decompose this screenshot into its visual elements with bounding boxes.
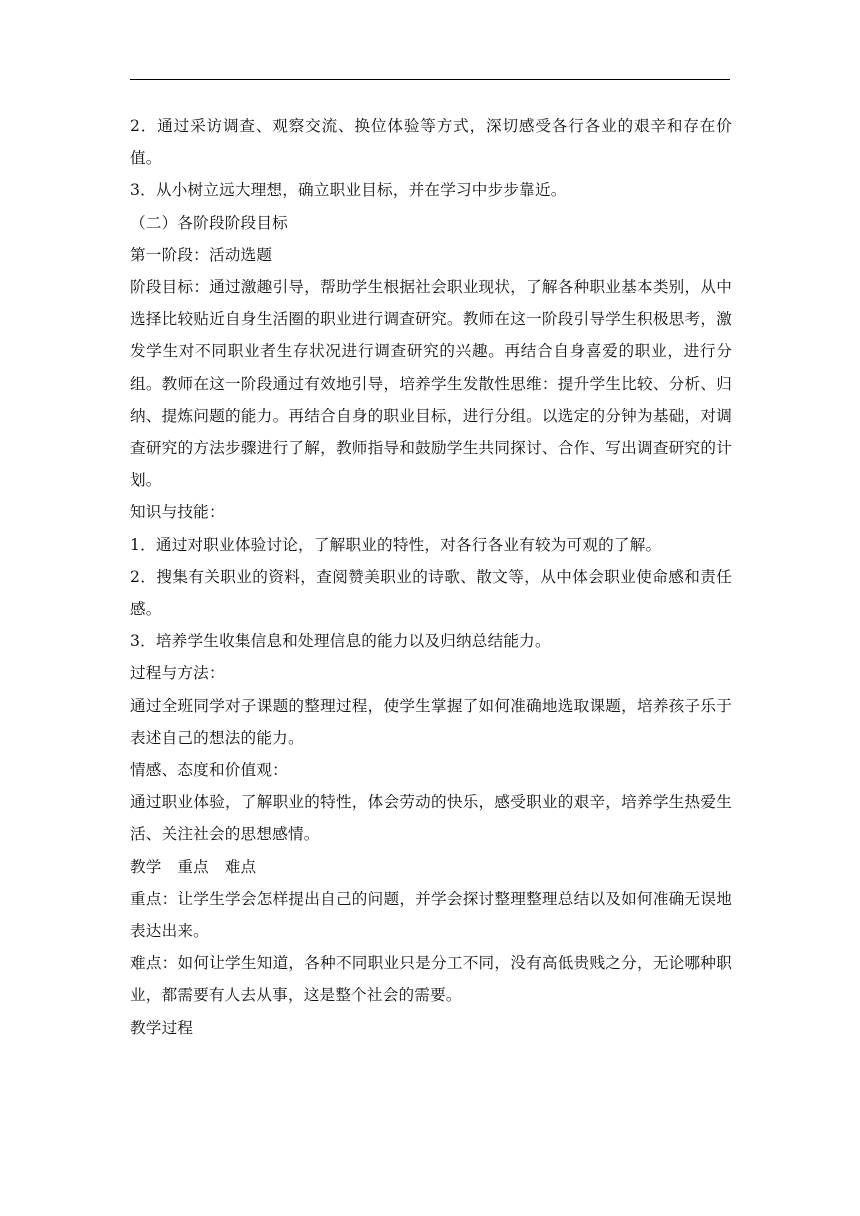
section-heading-stage-goals: （二）各阶段阶段目标 [130,213,288,232]
knowledge-item-3: 3．培养学生收集信息和处理信息的能力以及归纳总结能力。 [130,632,551,651]
paragraph-goal-2: 2．通过采访调查、观察交流、换位体验等方式，深切感受各行各业的艰辛和存在价值。 [130,117,732,168]
attitude-values-paragraph: 通过职业体验，了解职业的特性，体会劳动的快乐，感受职业的艰辛，培养学生热爱生活、关注社会的思想感情。 [130,793,732,844]
key-difficult-points-heading: 教学 重点 难点 [130,857,257,876]
difficult-point-paragraph: 难点：如何让学生知道，各种不同职业只是分工不同，没有高低贵贱之分，无论哪种职业，都需要有人去从事，这是整个社会的需要。 [130,954,732,1005]
stage-one-goal-paragraph: 阶段目标：通过激趣引导，帮助学生根据社会职业现状，了解各种职业基本类别，从中选择比较贴近自身生活圈的职业进行调查研究。教师在这一阶段引导学生积极思考，激发学生对不同职业者生存状况进行调查研究的兴趣。再结合自身喜爱的职业，进行分组。教师在这一阶段通过有效地引导，培养学生发散性思维：提升学生比较、分析、归纳、提炼问题的能力。再结合自身的职业目标，进行分组。以选定的分钟为基础，对调查研究的方法步骤进行了解，教师指导和鼓励学生共同探讨、合作、写出调查研究的计划。 [130,278,732,490]
knowledge-skills-heading: 知识与技能： [130,503,225,522]
knowledge-item-2: 2．搜集有关职业的资料，查阅赞美职业的诗歌、散文等，从中体会职业使命感和责任感。 [130,567,732,619]
knowledge-item-1: 1．通过对职业体验讨论，了解职业的特性，对各行各业有较为可观的了解。 [130,535,662,554]
paragraph-goal-3: 3．从小树立远大理想，确立职业目标，并在学习中步步靠近。 [130,181,567,200]
teaching-process-heading: 教学过程 [130,1018,194,1037]
attitude-values-heading: 情感、态度和价值观： [130,761,288,780]
header-rule [130,79,730,80]
stage-one-heading: 第一阶段：活动选题 [130,245,273,264]
key-point-paragraph: 重点：让学生学会怎样提出自己的问题，并学会探讨整理整理总结以及如何准确无误地表达出来。 [130,889,732,941]
document-body [130,110,732,1044]
process-method-paragraph: 通过全班同学对子课题的整理过程，使学生掌握了如何准确地选取课题，培养孩子乐于表述自己的想法的能力。 [130,696,732,747]
process-method-heading: 过程与方法： [130,664,225,683]
